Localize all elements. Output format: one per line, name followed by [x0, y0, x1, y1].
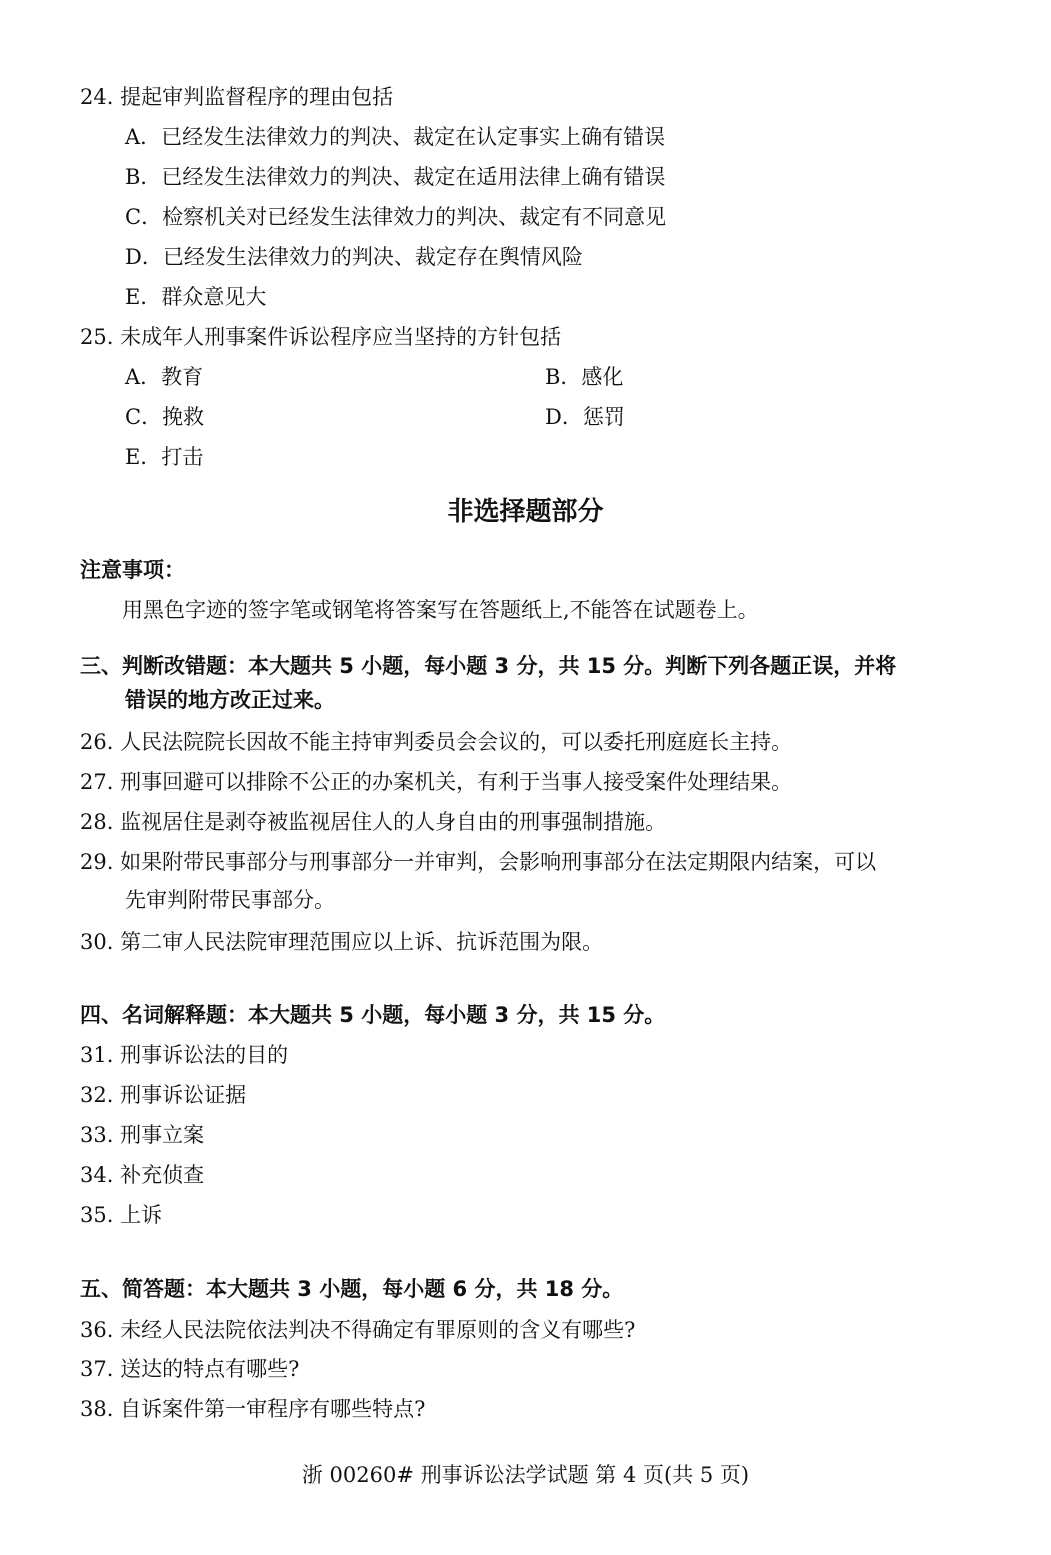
question-33 [80, 1121, 204, 1149]
question-26 [80, 728, 792, 756]
option-24-c: C．检察机关对已经发生法律效力的判决、裁定有不同意见 [125, 205, 667, 229]
question-text: 未经人民法院依法判决不得确定有罪原则的含义有哪些? [120, 1318, 636, 1342]
question-text: 未成年人刑事案件诉讼程序应当坚持的方针包括 [120, 325, 562, 349]
option-24-e: E．群众意见大 [125, 285, 267, 309]
question-text: 送达的特点有哪些? [120, 1357, 300, 1381]
question-number: 31. [80, 1043, 114, 1067]
page-footer: 浙 00260# 刑事诉讼法学试题 第 4 页(共 5 页) [301, 1463, 750, 1487]
question-number: 34. [80, 1163, 114, 1187]
question-number: 32. [80, 1083, 114, 1107]
question-number: 25. [80, 325, 114, 349]
question-text: 刑事回避可以排除不公正的办案机关，有利于当事人接受案件处理结果。 [120, 770, 793, 794]
option-25-d: D．惩罚 [545, 405, 625, 429]
question-text: 上诉 [120, 1203, 163, 1227]
question-number: 33. [80, 1123, 114, 1147]
question-29-cont: 先审判附带民事部分。 [125, 888, 335, 912]
question-number: 24. [80, 85, 114, 109]
option-25-b: B．感化 [545, 365, 624, 389]
question-30 [80, 928, 603, 956]
question-number: 29. [80, 850, 114, 874]
question-number: 35. [80, 1203, 114, 1227]
question-text: 补充侦查 [120, 1163, 205, 1187]
part4-heading: 四、名词解释题：本大题共 5 小题，每小题 3 分，共 15 分。 [80, 1003, 666, 1027]
option-24-a: A．已经发生法律效力的判决、裁定在认定事实上确有错误 [125, 125, 666, 149]
question-32 [80, 1081, 246, 1109]
question-number: 37. [80, 1357, 114, 1381]
option-24-b: B．已经发生法律效力的判决、裁定在适用法律上确有错误 [125, 165, 666, 189]
question-text: 刑事诉讼证据 [120, 1083, 247, 1107]
part3-heading-cont: 错误的地方改正过来。 [125, 688, 335, 712]
question-number: 30. [80, 930, 114, 954]
question-27 [80, 768, 792, 796]
question-28 [80, 808, 666, 836]
question-25 [80, 323, 561, 351]
option-25-a: A．教育 [125, 365, 204, 389]
notice-label: 注意事项： [80, 558, 185, 582]
part5-heading: 五、简答题：本大题共 3 小题，每小题 6 分，共 18 分。 [80, 1277, 624, 1301]
option-24-d: D．已经发生法律效力的判决、裁定存在舆情风险 [125, 245, 583, 269]
question-text: 自诉案件第一审程序有哪些特点? [120, 1397, 426, 1421]
question-number: 27. [80, 770, 114, 794]
question-34 [80, 1161, 204, 1189]
question-text: 监视居住是剥夺被监视居住人的人身自由的刑事强制措施。 [120, 810, 667, 834]
notice-text: 用黑色字迹的签字笔或钢笔将答案写在答题纸上,不能答在试题卷上。 [122, 598, 759, 622]
question-number: 36. [80, 1318, 114, 1342]
question-text: 刑事诉讼法的目的 [120, 1043, 289, 1067]
question-29 [80, 848, 876, 876]
question-36 [80, 1316, 635, 1344]
question-35 [80, 1201, 162, 1229]
question-number: 38. [80, 1397, 114, 1421]
question-number: 26. [80, 730, 114, 754]
question-31 [80, 1041, 288, 1069]
question-text: 第二审人民法院审理范围应以上诉、抗诉范围为限。 [120, 930, 604, 954]
question-number: 28. [80, 810, 114, 834]
option-25-c: C．挽救 [125, 405, 205, 429]
question-text: 人民法院院长因故不能主持审判委员会会议的，可以委托刑庭庭长主持。 [120, 730, 793, 754]
question-text: 如果附带民事部分与刑事部分一并审判，会影响刑事部分在法定期限内结案，可以 [120, 850, 877, 874]
question-24 [80, 83, 393, 111]
question-37 [80, 1355, 299, 1383]
section-title: 非选择题部分 [447, 497, 604, 527]
part3-heading: 三、判断改错题：本大题共 5 小题，每小题 3 分，共 15 分。判断下列各题正误，并将 [80, 654, 897, 678]
question-text: 刑事立案 [120, 1123, 205, 1147]
question-38 [80, 1395, 425, 1423]
option-25-e: E．打击 [125, 445, 204, 469]
question-text: 提起审判监督程序的理由包括 [120, 85, 394, 109]
